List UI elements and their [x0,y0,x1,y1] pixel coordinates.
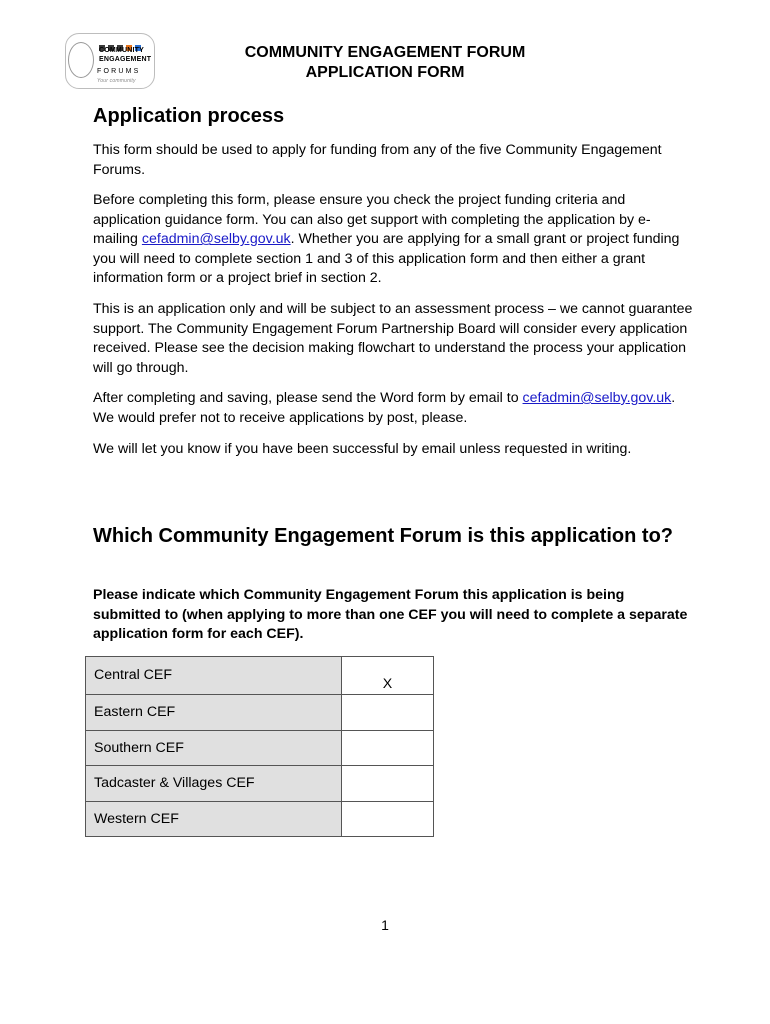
cef-row [86,695,434,731]
cefadmin-email-link[interactable]: cefadmin@selby.gov.uk [141,231,291,248]
cef-name-cell: Central CEF [86,657,342,695]
document-title-line-2: APPLICATION FORM [305,64,465,81]
cef-row [86,730,434,766]
submission-text-start: After completing and saving, please send the Word form by email to [93,390,523,406]
notification-paragraph: We will let you know if you have been successful by email unless requested in writing. [93,441,632,457]
cef-instruction: Please indicate which Community Engagement Forum this application is being submitted to (when applying to more than one CEF you will need to complete a separate application form for each CEF). [93,587,688,643]
guidance-text-start: Before completing this form, please ensure you check the project funding criteria and application guidance form. You can also get support with completing the application by e-mailing [93,192,651,248]
cef-logo [65,33,155,89]
submission-text-end: . We would prefer not to receive applications by post, please. [93,390,676,426]
cef-selection-cell[interactable]: X [342,657,434,695]
page-number: 1 [381,917,389,933]
guidance-paragraph [93,191,693,289]
cef-row [86,657,434,695]
logo-tagline: Your community [97,78,136,84]
guidance-text-end: . Whether you are applying for a small grant or project funding you will need to complete section 1 and 3 of this application form and then either a grant information form or a project brief in section 2. [93,231,680,287]
intro-paragraph: This form should be used to apply for funding from any of the five Community Engagement Forums. [93,142,662,178]
cefadmin-email-link-2[interactable]: cefadmin@selby.gov.uk [522,390,672,406]
document-title-line-1: COMMUNITY ENGAGEMENT FORUM [244,44,526,61]
cef-name-cell: Western CEF [86,801,342,837]
cef-selection-cell[interactable] [342,730,434,766]
cef-selection-table [85,656,434,837]
people-emblem-icon [68,42,94,78]
logo-line-1: COMMUNITY [99,47,144,54]
cef-selection-cell[interactable] [342,801,434,837]
which-cef-heading: Which Community Engagement Forum is this application to? [93,525,674,547]
cef-selection-cell[interactable] [342,766,434,802]
logo-line-3: FORUMS [97,68,141,75]
cef-name-cell: Tadcaster & Villages CEF [86,766,342,802]
logo-squares [99,38,144,44]
assessment-paragraph: This is an application only and will be subject to an assessment process – we cannot guarantee support. The Community Engagement Forum Partnership Board will consider every application received. Please see the decision making flowchart to understand the process your application will go through. [93,301,693,376]
application-process-heading: Application process [93,105,285,127]
cef-name-cell: Southern CEF [86,730,342,766]
cef-name-cell: Eastern CEF [86,695,342,731]
submission-paragraph [93,389,693,428]
logo-line-2: ENGAGEMENT [99,56,152,63]
cef-selection-cell[interactable] [342,695,434,731]
cef-row [86,766,434,802]
cef-row [86,801,434,837]
